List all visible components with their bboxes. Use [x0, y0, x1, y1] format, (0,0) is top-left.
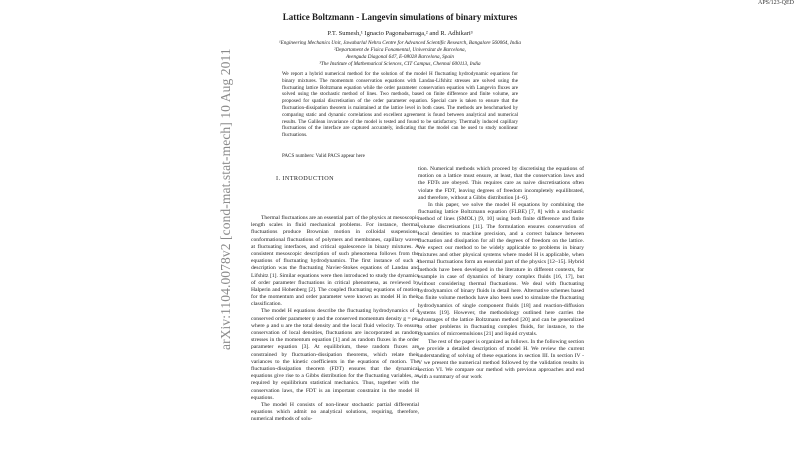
section-heading-introduction: I. INTRODUCTION [276, 175, 334, 182]
paper-title: Lattice Boltzmann - Langevin simulations of binary mixtures [282, 12, 518, 22]
preprint-number: APS/123-QED [757, 0, 794, 6]
affiliation-2: ²Departament de Fisica Fonamental, Universitat de Barcelona, [334, 47, 466, 53]
abstract-text: We report a hybrid numerical method for the solution of the model H fluctuating hydrodynamic equations for binary mixtures. The momentum conservation equations with Landau-Lifshitz stresses are solved using the fluctuating lattice Boltzmann equation while the order parameter conservation equation with Langevin fluxes are solved using the stochastic method of lines. Two methods, based on finite difference and finite volume, are proposed for spatial discretisation of the order parameter equation. Special care is taken to ensure that the fluctuation-dissipation theorem is maintained at the lattice level in both cases. The methods are benchmarked by comparing static and dynamic correlations and excellent agreement is found between analytical and numerical results. The Galilean invariance of the model is tested and found to be satisfactory. Thermally induced capillary fluctuations of the interface are captured accurately, indicating that the model can be used to study nonlinear fluctuations. [282, 71, 518, 139]
right-paragraph-3: The rest of the paper is organized as follows. In the following section we provide a detailed description of model H. We review the current understanding of solving of these equations in section III. In section IV - V we present the numerical method followed by the validation results in section VI. We compare our method with previous approaches and end with a summary of our work [418, 338, 584, 381]
pacs-numbers: PACS numbers: Valid PACS appear here [282, 153, 365, 159]
arxiv-id: arXiv:1104.0078v2 [cond-mat.stat-mech] 10 Aug 2011 [218, 48, 233, 350]
affiliation-3: ³The Institute of Mathematical Sciences, CIT Campus, Chennai 600113, India [319, 61, 481, 67]
abstract [282, 71, 518, 139]
left-paragraph-3: The model H consists of non-linear stochastic partial differential equations which admit no analytical solutions, requiring, therefore, numerical methods of solu- [251, 401, 419, 423]
author-list: P.T. Sumesh,¹ Ignacio Pagonabarraga,² and R. Adhikari³ [327, 30, 473, 37]
left-paragraph-2: The model H equations describe the fluctuating hydrodynamics of a conserved order parameter ψ and the conserved momentum density g = ρu, where ρ and u are the total density and the local fluid velocity. To ensure conservation of local densities, fluctuations are incorporated as random stresses in the momentum equation [1] and as random fluxes in the order parameter equation [3]. At equilibrium, these random fluxes are constrained by fluctuation-dissipation theorems, which relate their variances to the kinetic coefficients in the equations of motion. The fluctuation-dissipation theorem (FDT) ensures that the dynamical equations give rise to a Gibbs distribution for the fluctuating variables, as required by equilibrium statistical mechanics. Thus, together with the conservation laws, the FDT is an important constraint in the model H equations. [251, 308, 419, 401]
right-column [418, 166, 584, 382]
affiliation-2-address: Avenguda Diagonal 647, E-08028 Barcelona, Spain [345, 54, 454, 60]
affiliation-1: ¹Engineering Mechanics Unit, Jawaharlal Nehru Centre for Advanced Scientific Research, Bangalore 560064, India [279, 40, 521, 46]
left-column [251, 215, 419, 423]
left-paragraph-1: Thermal fluctuations are an essential part of the physics at mesoscopic length scales in fluid mechanical problems. For instance, thermal fluctuations produce Brownian motion in colloidal suspensions, conformational fluctuations of polymers and membranes, capillary waves at fluctuating interfaces, and critical opalescence in binary mixtures. A consistent mesoscopic description of such phenomena follows from the equations of fluctuating hydrodynamics. The first instance of such a description was the fluctuating Navier-Stokes equations of Landau and Lifshitz [1]. Similar equations were then introduced to study the dynamics of order parameter fluctuations in critical phenomena, as reviewed by Halperin and Hohenberg [2]. The coupled fluctuating equations of motion for the momentum and order parameter were known as model H in their classification. [251, 215, 419, 308]
right-paragraph-1: tion. Numerical methods which proceed by discretising the equations of motion on a lattice must ensure, at least, that the conservation laws and the FDTs are obeyed. This requires care as naive discretisations often violate the FDT, leaving degrees of freedom incompletely equilibrated, and therefore, without a Gibbs distribution [4–6]. [418, 166, 584, 201]
right-paragraph-2: In this paper, we solve the model H equations by combining the fluctuating lattice Boltzmann equation (FLBE) [7, 8] with a stochastic method of lines (SMOL) [9, 10] using both finite difference and finite volume discretisations [11]. The formulation ensures conservation of local densities to machine precision, and a correct balance between fluctuation and dissipation for all the degrees of freedom on the lattice. We expect our method to be widely applicable to problems in binary mixtures and other physical systems where model H is applicable, when thermal fluctuations form an essential part of the physics [12–15]. Hybrid methods have been developed in the literature in different contexts, for example in case of dynamics of binary complex fluids [16, 17], but without considering thermal fluctuations. We deal with fluctuating hydrodynamics of binary fluids in detail here. Alternative schemes based on finite volume methods have also been used to simulate the fluctuating hydrodynamics of single component fluids [18] and reaction-diffusion systems [19]. However, the methodology outlined here carries the advantages of the lattice Boltzmann method [20] and can be generalized to other problems in fluctuating complex fluids, for instance, to the dynamics of microemulsions [21] and liquid crystals. [418, 201, 584, 338]
